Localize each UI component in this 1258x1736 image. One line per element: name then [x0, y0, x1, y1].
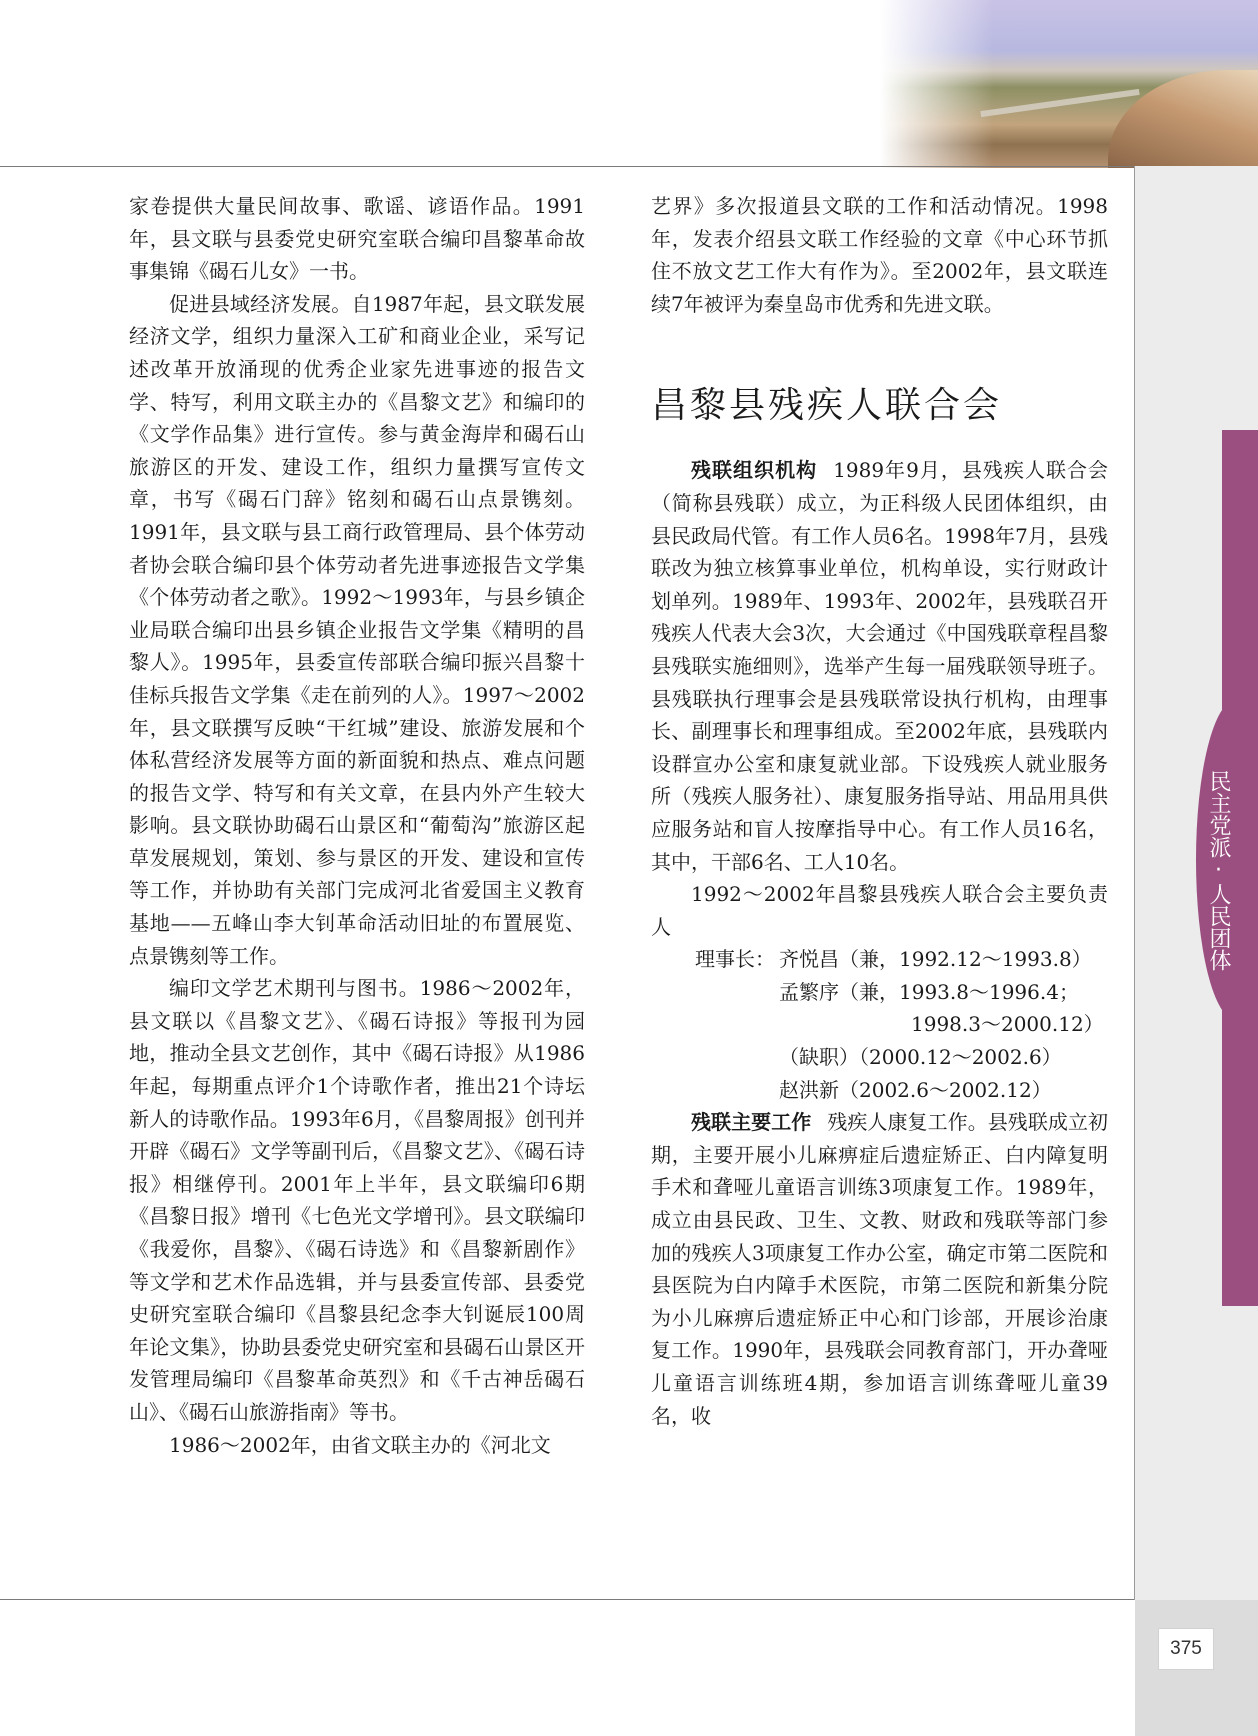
left-paragraph: 促进县域经济发展。自1987年起，县文联发展经济文学，组织力量深入工矿和商业企业，采写记述改革开放涌现的优秀企业家先进事迹的报告文学、特写，利用文联主办的《昌黎文艺》和编印的《文学作品集》进行宣传。参与黄金海岸和碣石山旅游区的开发、建设工作，组织力量撰写宣传文章，书写《碣石门辞》铭刻和碣石山点景镌刻。1991年，县文联与县工商行政管理局、县个体劳动者协会联合编印县个体劳动者先进事迹报告文学集《个体劳动者之歌》。1992～1993年，与县乡镇企业局联合编印出县乡镇企业报告文学集《精明的昌黎人》。1995年，县委宣传部联合编印振兴昌黎十佳标兵报告文学集《走在前列的人》。1997～2002年，县文联撰写反映“干红城”建设、旅游发展和个体私营经济发展等方面的新面貌和热点、难点问题的报告文学、特写和有关文章，在县内外产生较大影响。县文联协助碣石山景区和“葡萄沟”旅游区起草发展规划，策划、参与景区的开发、建设和宣传等工作，并协助有关部门完成河北省爱国主义教育基地——五峰山李大钊革命活动旧址的布置展览、点景镌刻等工作。	[129, 291, 585, 968]
right-continuation-paragraph: 艺界》多次报道县文联的工作和活动情况。1998年，发表介绍县文联工作经验的文章《中心环节抓住不放文艺工作大有作为》。至2002年，县文联连续7年被评为秦皇岛市优秀和先进文联。	[651, 194, 1108, 316]
banner-rocks	[1108, 70, 1258, 168]
leader-role: 理事长：	[695, 947, 775, 972]
header-landscape-photo	[880, 0, 1258, 168]
chapter-side-label: 民主党派·人民团体	[1206, 769, 1231, 971]
leader-row	[651, 976, 1108, 1009]
leader-row	[651, 943, 1108, 976]
leaders-list	[651, 943, 1108, 1106]
banner-road	[980, 89, 1139, 117]
org-text: 1989年9月，县残疾人联合会（简称县残联）成立，为正科级人民团体组织，由县民政局代管。有工作人员6名。1998年7月，县残联改为独立核算事业单位，机构单设，实行财政计划单列。1989年、1993年、2002年，县残联召开残疾人代表大会3次，大会通过《中国残联章程昌黎县残联实施细则》，选举产生每一届残联领导班子。县残联执行理事会是县残联常设执行机构，由理事长、副理事长和理事组成。至2002年底，县残联内设群宣办公室和康复就业部。下设残疾人就业服务所（残疾人服务社）、康复服务指导站、用品用具供应服务站和盲人按摩指导中心。有工作人员16名，其中，干部6名、工人10名。	[651, 458, 1109, 874]
work-heading: 残联主要工作	[691, 1110, 812, 1135]
leader-entry: 赵洪新（2002.6～2002.12）	[779, 1077, 1052, 1102]
right-column	[651, 190, 1108, 1432]
leader-row	[651, 1041, 1108, 1074]
bottom-rule	[0, 1599, 1134, 1600]
left-paragraph: 家卷提供大量民间故事、歌谣、谚语作品。1991年，县文联与县委党史研究室联合编印昌黎革命故事集锦《碣石儿女》一书。	[129, 194, 585, 284]
right-rule	[1134, 166, 1135, 1600]
org-heading: 残联组织机构	[691, 458, 818, 483]
page-header	[0, 0, 1258, 168]
work-paragraph	[651, 1106, 1108, 1432]
org-paragraph	[651, 454, 1108, 878]
left-paragraph: 编印文学艺术期刊与图书。1986～2002年，县文联以《昌黎文艺》、《碣石诗报》等报刊为园地，推动全县文艺创作，其中《碣石诗报》从1986年起，每期重点评介1个诗歌作者，推出21个诗坛新人的诗歌作品。1993年6月，《昌黎周报》创刊并开辟《碣石》文学等副刊后，《昌黎文艺》、《碣石诗报》相继停刊。2001年上半年，县文联编印6期《昌黎日报》增刊《七色光文学增刊》。县文联编印《我爱你，昌黎》、《碣石诗选》和《昌黎新剧作》等文学和艺术作品选辑，并与县委宣传部、县委党史研究室联合编印《昌黎县纪念李大钊诞辰100周年论文集》，协助县委党史研究室和县碣石山景区开发管理局编印《昌黎革命英烈》和《千古神岳碣石山》、《碣石山旅游指南》等书。	[129, 976, 585, 1424]
left-column	[129, 190, 585, 1461]
leader-row	[651, 1008, 1108, 1041]
top-rule	[0, 166, 1134, 167]
leader-entry: （缺职）（2000.12～2002.6）	[779, 1045, 1062, 1070]
work-text: 残疾人康复工作。县残联成立初期，主要开展小儿麻痹症后遗症矫正、白内障复明手术和聋哑儿童语言训练3项康复工作。1989年，成立由县民政、卫生、文教、财政和残联等部门参加的残疾人3项康复工作办公室，确定市第二医院和县医院为白内障手术医院，市第二医院和新集分院为小儿麻痹后遗症矫正中心和门诊部，开展诊治康复工作。1990年，县残联会同教育部门，开办聋哑儿童语言训练班4期，参加语言训练聋哑儿童39名，收	[651, 1110, 1109, 1428]
page-number: 375	[1158, 1628, 1214, 1670]
leader-row	[651, 1074, 1108, 1107]
left-paragraph: 1986～2002年，由省文联主办的《河北文	[169, 1432, 551, 1457]
leader-entry: 1998.3～2000.12）	[911, 1012, 1104, 1037]
leader-entry: 孟繁序（兼，1993.8～1996.4；	[779, 979, 1079, 1004]
leader-entry: 齐悦昌（兼，1992.12～1993.8）	[779, 947, 1092, 972]
leaders-title: 1992～2002年昌黎县残疾人联合会主要负责人	[651, 882, 1108, 939]
section-title: 昌黎县残疾人联合会	[651, 385, 1003, 427]
